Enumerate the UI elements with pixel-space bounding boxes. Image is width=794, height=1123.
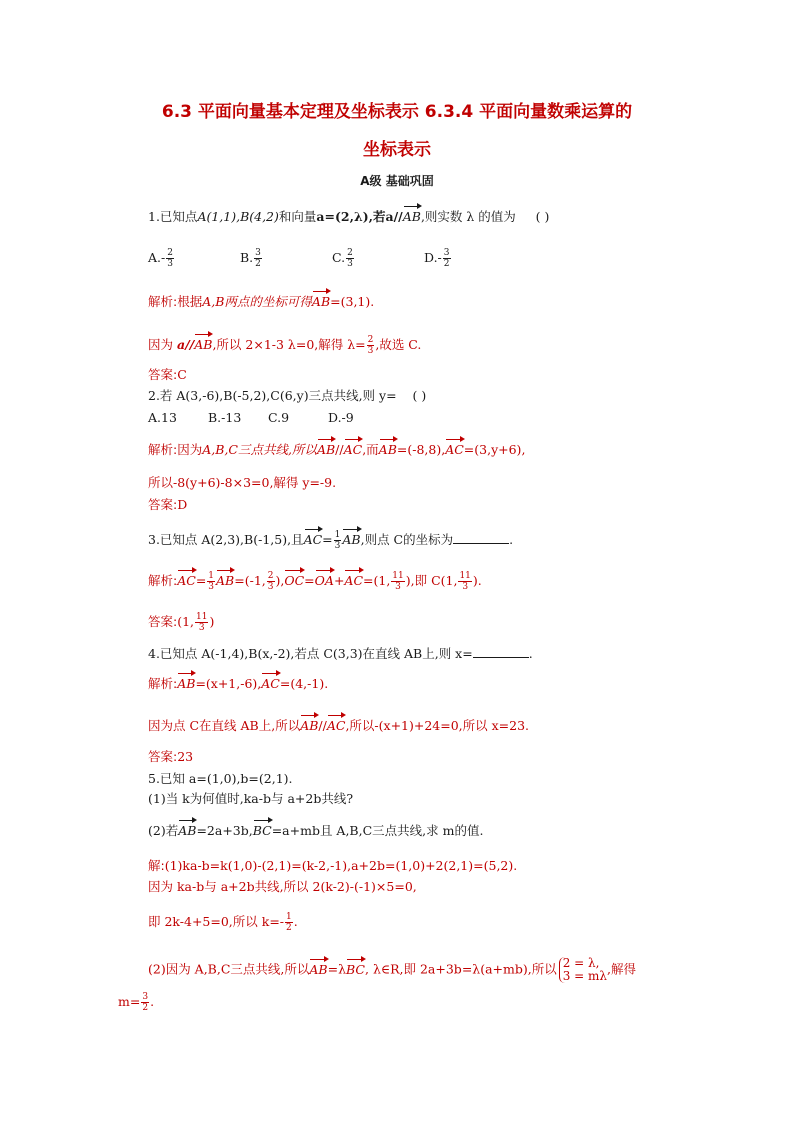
q5-stem: 5.已知 a=(1,0),b=(2,1). — [148, 771, 293, 786]
q3-solution: 解析:AC= $\frac{1}{3}$ AB=(-1, $\frac{2}{3}$ ),OC=OA+AC=(1, $\frac{11}{3}$ ),即 C(1, $\frac{11}{3}$ ). — [148, 571, 482, 592]
q2-options: A.13 B.-13 C.9 D.-9 — [148, 410, 354, 425]
q2-solution-1: 解析:因为A,B,C三点共线,所以AB//AC,而AB=(-8,8),AC=(3,y+6), — [148, 442, 526, 457]
q4-solution-2: 因为点 C在直线 AB上,所以AB//AC,所以-(x+1)+24=0,所以 x=23. — [148, 718, 530, 733]
q1-solution-1: 解析:根据A,B两点的坐标可得AB=(3,1). — [148, 294, 375, 309]
vector-ab: AB — [402, 209, 421, 224]
answer-parens: ( ) — [535, 209, 550, 224]
q4-solution-1: 解析:AB=(x+1,-6),AC=(4,-1). — [148, 676, 329, 691]
q1-options — [148, 248, 516, 269]
q2-answer: 答案:D — [148, 497, 188, 512]
q1-stem: 1.已知点A(1,1),B(4,2)和向量a=(2,λ),若a//AB,则实数 λ 的值为 ( ) — [148, 209, 550, 224]
q3-answer: 答案:(1, $\frac{11}{3}$ ) — [148, 612, 215, 633]
q4-stem: 4.已知点 A(-1,4),B(x,-2),若点 C(3,3)在直线 AB上,则 x= . — [148, 646, 533, 661]
q1-option-d: D.- $\frac{3}{2}$ — [424, 248, 450, 269]
q5-solution-4: (2)因为 A,B,C三点共线,所以AB=λBC, λ∈R,即 2a+3b=λ(a+mb),所以 2 = λ, 3 = mλ ,解得 — [148, 956, 637, 983]
level-heading: A级 基础巩固 — [360, 174, 434, 188]
q5-part-2: (2)若AB=2a+3b,BC=a+mb且 A,B,C三点共线,求 m的值. — [148, 823, 484, 838]
title-line-2: 坐标表示 — [363, 140, 431, 160]
answer-blank — [453, 531, 509, 544]
q1-option-b: B. $\frac{3}{2}$ — [240, 248, 261, 269]
q5-solution-1: 解:(1)ka-b=k(1,0)-(2,1)=(k-2,-1),a+2b=(1,0)+2(2,1)=(5,2). — [148, 858, 518, 873]
title-line-1: 6.3 平面向量基本定理及坐标表示 6.3.4 平面向量数乘运算的 — [161, 102, 633, 122]
equation-system: 2 = λ, 3 = mλ — [559, 957, 607, 983]
q1-option-c: C. $\frac{2}{3}$ — [332, 248, 353, 269]
q2-stem: 2.若 A(3,-6),B(-5,2),C(6,y)三点共线,则 y= ( ) — [148, 388, 427, 403]
q2-solution-2: 所以-8(y+6)-8×3=0,解得 y=-9. — [148, 475, 337, 490]
q4-answer: 答案:23 — [148, 749, 194, 764]
q5-solution-2: 因为 ka-b与 a+2b共线,所以 2(k-2)-(-1)×5=0, — [148, 879, 417, 894]
q1-solution-2: 因为 a//AB,所以 2×1-3 λ=0,解得 λ= $\frac{2}{3}$ ,故选 C. — [148, 335, 422, 356]
q1-option-a: A.- $\frac{2}{3}$ — [148, 248, 173, 269]
answer-blank — [473, 645, 529, 658]
q5-part-1: (1)当 k为何值时,ka-b与 a+2b共线? — [148, 791, 354, 806]
q5-solution-5: m= $\frac{3}{2}$ . — [118, 992, 155, 1013]
q1-answer: 答案:C — [148, 367, 187, 382]
q3-stem: 3.已知点 A(2,3),B(-1,5),且AC= $\frac{1}{3}$ AB,则点 C的坐标为 . — [148, 530, 514, 551]
q5-solution-3: 即 2k-4+5=0,所以 k=- $\frac{1}{2}$ . — [148, 912, 298, 933]
